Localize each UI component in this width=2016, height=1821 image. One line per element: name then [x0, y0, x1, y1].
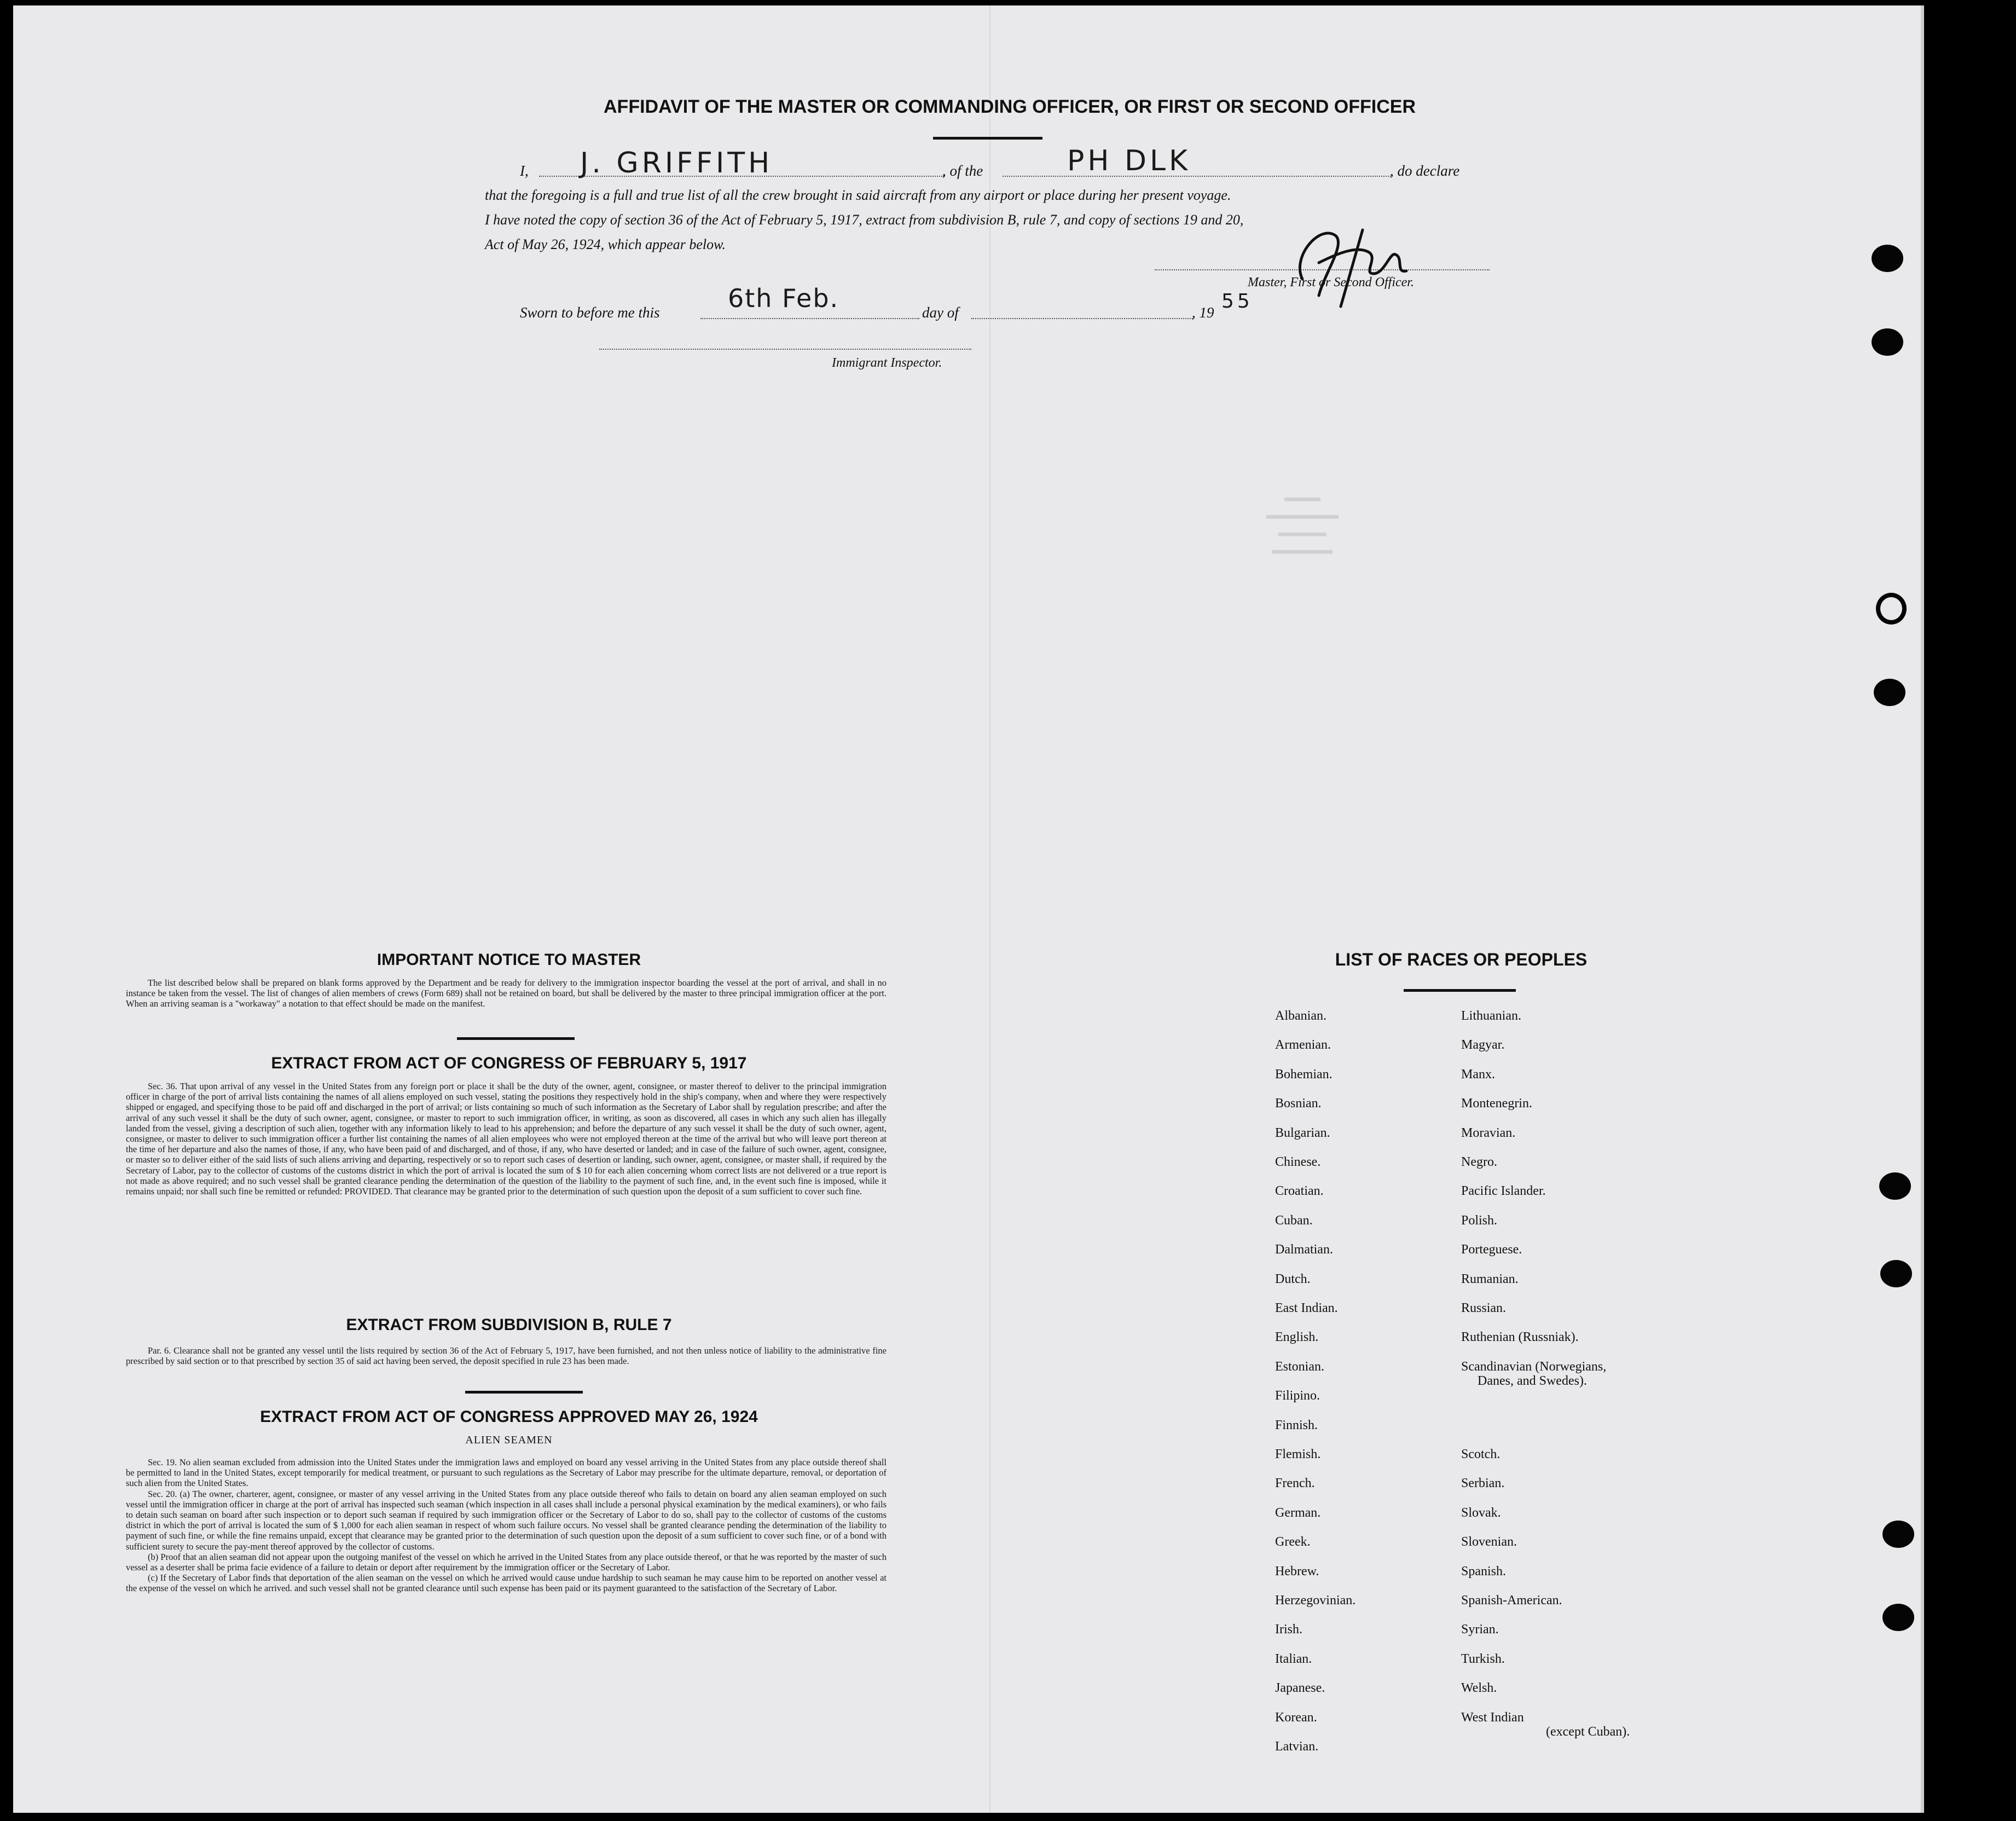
notice-title: IMPORTANT NOTICE TO MASTER	[376, 951, 641, 969]
sec19-text: Sec. 19. No alien seaman excluded from admission into the United States under the immigration laws and employed on board any vessel arriving in the United States from any place outside thereof shall be permitted to land in the United States, except temporarily for medical treatment, or pursuant to such regulations as the Secretary of Labor may prescribe for the ultimate departure, removal, or deportation of such alien from the United States.	[126, 1457, 887, 1489]
race-item: Latvian.	[1275, 1739, 1319, 1754]
race-item: West Indian	[1461, 1710, 1524, 1725]
sworn-day-line	[700, 318, 919, 319]
races-list	[1275, 1009, 1691, 1764]
declare-label: , do declare	[1390, 163, 1460, 179]
race-item: Turkish.	[1461, 1651, 1505, 1666]
races-column-1	[1275, 1009, 1461, 1764]
race-item: Italian.	[1275, 1651, 1312, 1666]
race-item: Pacific Islander.	[1461, 1184, 1546, 1199]
race-item: Magyar.	[1461, 1038, 1505, 1053]
race-item: Armenian.	[1275, 1038, 1331, 1053]
extract-1924-body	[126, 1457, 887, 1594]
aircraft-line	[1003, 176, 1391, 177]
race-item: Bulgarian.	[1275, 1125, 1330, 1140]
race-item: Herzegovinian.	[1275, 1593, 1356, 1608]
punch-hole	[1882, 1604, 1914, 1631]
races-rule	[1404, 989, 1516, 992]
rule7-rule	[465, 1391, 583, 1394]
race-item: Hebrew.	[1275, 1564, 1319, 1579]
signature-caption: Master, First or Second Officer.	[1248, 275, 1414, 290]
race-item: Albanian.	[1275, 1009, 1326, 1023]
race-item: French.	[1275, 1476, 1315, 1491]
race-item: Lithuanian.	[1461, 1009, 1521, 1023]
punch-hole	[1880, 1260, 1912, 1287]
race-item: Irish.	[1275, 1622, 1302, 1637]
race-item: Welsh.	[1461, 1681, 1497, 1696]
race-item: Bosnian.	[1275, 1096, 1322, 1111]
affidavit-line-3: I have noted the copy of section 36 of the Act of February 5, 1917, extract from subdivision B, rule 7, and copy of sections 19 and 20,	[485, 212, 1244, 228]
notice-body	[126, 978, 887, 1009]
race-item: (except Cuban).	[1546, 1724, 1630, 1739]
sworn-day-handwritten[interactable]: 6th Feb.	[728, 284, 839, 313]
race-item: Filipino.	[1275, 1389, 1320, 1403]
race-item: Cuban.	[1275, 1213, 1313, 1228]
master-signature[interactable]	[1286, 213, 1428, 312]
race-item: Greek.	[1275, 1535, 1311, 1550]
of-the-label: , of the	[942, 163, 983, 179]
extract-1924-title: EXTRACT FROM ACT OF CONGRESS APPROVED MAY 26, 1924	[260, 1408, 758, 1426]
par6-text: Par. 6. Clearance shall not be granted any vessel until the lists required by section 36 of the Act of February 5, 1917, have been furnished, and not then unless notice of liability to the administrative fine prescribed by said section or to that prescribed by section 35 of said act having been served, the deposit specified in rule 23 has been made.	[126, 1345, 887, 1367]
month-line	[971, 318, 1193, 319]
race-item: Finnish.	[1275, 1418, 1318, 1432]
aircraft-handwritten[interactable]: PH DLK	[1067, 144, 1191, 177]
race-item: Estonian.	[1275, 1359, 1324, 1374]
year-handwritten[interactable]: 55	[1221, 290, 1253, 313]
sec20b-text: (b) Proof that an alien seaman did not appear upon the outgoing manifest of the vessel on which he arrived in the United States from any place outside thereof, or that he was reported by the master of such vessel as a deserter shall be prima facie evidence of a failure to detain or deport after requirement by the immigration officer or the Secretary of Labor.	[126, 1551, 887, 1573]
race-item: Bohemian.	[1275, 1067, 1333, 1082]
punch-hole	[1874, 679, 1905, 706]
race-item: Dalmatian.	[1275, 1242, 1333, 1257]
races-column-2	[1461, 1009, 1691, 1764]
title-rule	[933, 137, 1042, 140]
sec20a-text: Sec. 20. (a) The owner, charterer, agent, consignee, or master of any vessel arriving in the United States from any place outside thereof who fails to detain on board any alien seaman employed on such vessel until the immigration officer in charge at the port of arrival has inspected such seaman (which inspection in all cases shall include a personal physical examination by the medical examiners), or who fails to detain such seaman on board after such inspection or to deport such seaman if required by such immigration officer or the Secretary of Labor to do so, shall pay to the collector of customs of the customs district in which the port of arrival is located the sum of $ 1,000 for each alien seaman in respect of whom such failure occurs. No vessel shall be granted clearance pending the determination of the liability to payment of such fine, or while the fine remains unpaid, except that clearance may be granted prior to the determination of such question upon the deposit of a sum sufficient to cover such fine, or of a bond with sufficient surety to secure the pay-ment thereof approved by the collector of customs.	[126, 1488, 887, 1552]
affidavit-title: AFFIDAVIT OF THE MASTER OR COMMANDING OFFICER, OR FIRST OR SECOND OFFICER	[604, 96, 1416, 117]
rule7-body	[126, 1345, 887, 1366]
affidavit-line-2: that the foregoing is a full and true list of all the crew brought in said aircraft from any airport or place during her present voyage.	[485, 187, 1231, 203]
race-item: Slovenian.	[1461, 1535, 1517, 1550]
race-item: Rumanian.	[1461, 1271, 1519, 1286]
race-item: Scotch.	[1461, 1447, 1501, 1461]
inspector-caption: Immigrant Inspector.	[832, 356, 942, 370]
alien-seamen-subtitle: ALIEN SEAMEN	[465, 1434, 553, 1446]
sec36-text: Sec. 36. That upon arrival of any vessel in the United States from any foreign port or place it shall be the duty of the owner, agent, consignee, or master thereof to deliver to the principal immigration officer in charge of the port of arrival lists containing the names of all aliens employed on such vessel, stating the positions they respectively hold in the ship's company, when and where they were respectively shipped or engaged, and specifying those to be paid off and discharged in the port of arrival; or lists containing so much of such information as the Secretary of Labor shall by regulation prescribe; and after the arrival of any such vessel it shall be the duty of such owner, agent, consignee, or master to report to such immigration officer, in writing, as soon as discovered, all cases in which any such alien has illegally landed from the vessel, giving a description of such alien, together with any information likely to lead to his apprehension; and before the departure of any such vessel it shall be the duty of such owner, agent, consignee, or master to deliver to such immigration officer a further list containing the names of all alien employees who were not employed thereon at the time of the arrival but who will leave port thereon at the time of her departure and also the names of those, if any, who have been paid of and discharged, and of those, if any, who have deserted or landed; and in case of the failure of such owner, agent, consignee, or master so to deliver either of the said lists of such aliens arriving and departing, respectively or so to report such cases of desertion or landing, such owner, agent, consignee, or master shall, if required by the Secretary of Labor, pay to the collector of customs of the customs district in which the port of arrival is located the sum of $ 10 for each alien concerning whom correct lists are not delivered or a true report is not made as above required; and no such vessel shall be granted clearance pending the determination of the question of the liability to the payment of such fine, and, in the event such fine is imposed, while it remains unpaid; nor shall such fine be remitted or refunded: PROVIDED. That clearance may be granted prior to the determination of such question upon the deposit of a sum sufficient to cover such fine.	[126, 1081, 887, 1197]
race-item: Syrian.	[1461, 1622, 1499, 1637]
race-item: Chinese.	[1275, 1155, 1321, 1169]
race-item: Flemish.	[1275, 1447, 1321, 1461]
race-item: Scandinavian (Norwegians,	[1461, 1359, 1607, 1374]
race-item: Serbian.	[1461, 1476, 1505, 1491]
notice-rule	[457, 1037, 575, 1040]
race-item: Danes, and Swedes).	[1478, 1373, 1587, 1388]
faint-stamp-bleedthrough: ▬▬▬▬▬ ▬▬▬▬ ▬▬▬▬▬▬ ▬▬▬	[1266, 495, 1339, 561]
race-item: Moravian.	[1461, 1125, 1516, 1140]
race-item: German.	[1275, 1505, 1321, 1520]
races-title: LIST OF RACES OR PEOPLES	[1335, 950, 1588, 969]
race-item: Ruthenian (Russniak).	[1461, 1330, 1579, 1345]
race-item: Dutch.	[1275, 1271, 1311, 1286]
inspector-line	[599, 349, 971, 350]
race-item: Spanish-American.	[1461, 1593, 1562, 1608]
affidavit-line-4: Act of May 26, 1924, which appear below.	[485, 236, 726, 252]
year-label: , 19	[1192, 304, 1214, 321]
sec20c-text: (c) If the Secretary of Labor finds that deportation of the alien seaman on the vessel on which he arrived would cause undue hardship to such seaman he may cause him to be reported on another vessel at the expense of the vessel on which he arrived. and such vessel shall not be granted clearance until such expense has been paid or its payment guaranteed to the satisfaction of the Secretary of Labor.	[126, 1573, 887, 1594]
race-item: Negro.	[1461, 1155, 1497, 1169]
rule7-title: EXTRACT FROM SUBDIVISION B, RULE 7	[346, 1316, 672, 1334]
race-item: Russian.	[1461, 1301, 1507, 1315]
punch-hole	[1876, 593, 1907, 625]
race-item: English.	[1275, 1330, 1319, 1345]
race-item: East Indian.	[1275, 1301, 1338, 1315]
fold-line	[989, 5, 990, 1813]
notice-text: The list described below shall be prepared on blank forms approved by the Department and be ready for delivery to the immigration inspector boarding the vessel at the port of arrival, and shall in no instance be taken from the vessel. The list of changes of alien members of crews (Form 689) shall not be retained on board, but shall be delivered by the master to three principal immigration officer at the port. When an arriving seaman is a "workaway" a notation to that effect should be made on the manifest.	[126, 978, 887, 1009]
race-item: Korean.	[1275, 1710, 1317, 1725]
race-item: Porteguese.	[1461, 1242, 1522, 1257]
i-label: I,	[520, 163, 529, 179]
punch-hole	[1872, 245, 1903, 272]
extract-1917-title: EXTRACT FROM ACT OF CONGRESS OF FEBRUARY 5, 1917	[271, 1054, 747, 1072]
name-handwritten[interactable]: J. GRIFFITH	[580, 147, 773, 180]
punch-hole	[1882, 1521, 1914, 1548]
punch-hole	[1879, 1172, 1911, 1200]
punch-hole	[1872, 328, 1903, 356]
extract-1917-body	[126, 1081, 887, 1196]
sworn-label: Sworn to before me this	[520, 304, 660, 321]
day-of-label: day of	[922, 304, 959, 321]
race-item: Montenegrin.	[1461, 1096, 1532, 1111]
race-item: Manx.	[1461, 1067, 1495, 1082]
race-item: Japanese.	[1275, 1681, 1325, 1696]
race-item: Polish.	[1461, 1213, 1498, 1228]
race-item: Slovak.	[1461, 1505, 1501, 1520]
race-item: Spanish.	[1461, 1564, 1507, 1579]
race-item: Croatian.	[1275, 1184, 1324, 1199]
